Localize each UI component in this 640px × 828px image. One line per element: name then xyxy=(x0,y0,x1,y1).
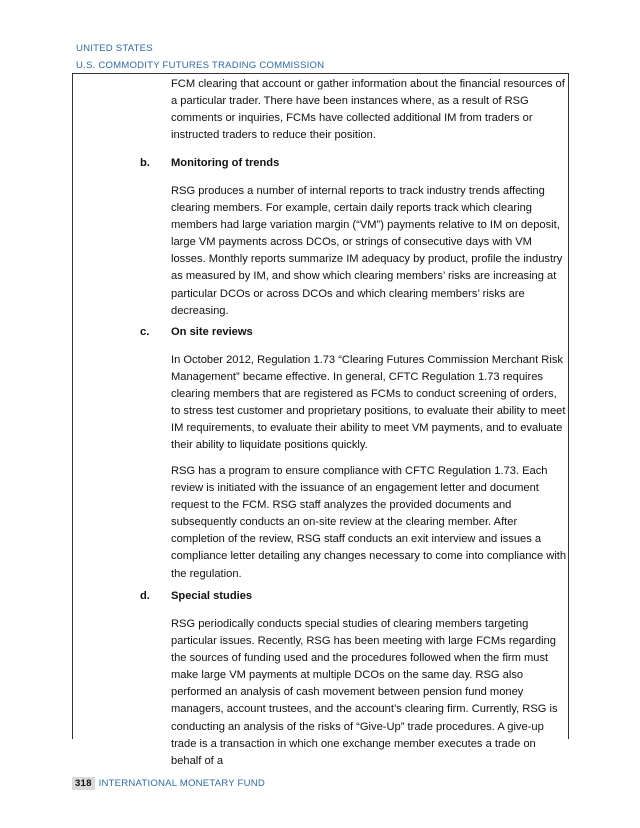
paragraph-special-studies: RSG periodically conducts special studies of clearing members targeting particular issues. Recently, RSG has been meeting with large FCMs regarding the sources of funding used and the procedures followed when the firm must make large VM payments at multiple DCOs on the same day. RSG also performed an analysis of cash movement between pension fund money managers, account trustees, and the account’s clearing firm. Currently, RSG is conducting an analysis of the risks of “Give-Up” trade procedures. A give-up trade is a transaction in which one exchange member executes a trade on behalf of a xyxy=(171,618,558,767)
section-title: On site reviews xyxy=(171,326,253,338)
running-header xyxy=(76,40,324,74)
page-footer xyxy=(72,777,265,790)
section-title: Special studies xyxy=(171,590,253,602)
section-heading-d xyxy=(140,588,252,605)
page-number: 318 xyxy=(72,777,95,790)
section-label: c. xyxy=(140,326,150,338)
paragraph-continued: FCM clearing that account or gather information about the financial resources of a particular trader. There have been instances where, as a result of RSG comments or inquiries, FCMs have collected additional IM from traders or instructed traders to reduce their position. xyxy=(171,78,565,142)
footer-publisher: INTERNATIONAL MONETARY FUND xyxy=(98,778,265,789)
section-heading-b xyxy=(140,155,279,172)
paragraph-compliance-program: RSG has a program to ensure compliance with CFTC Regulation 1.73. Each review is initiated with the issuance of an engagement letter and document request to the FCM. RSG staff analyzes the provided documents and subsequently conducts an on-site review at the clearing member. After completion of the review, RSG staff conducts an exit interview and issues a compliance letter detailing any changes necessary to come into compliance with the regulation. xyxy=(171,465,567,580)
header-agency: U.S. COMMODITY FUTURES TRADING COMMISSION xyxy=(76,60,325,71)
paragraph-monitoring: RSG produces a number of internal reports to track industry trends affecting clearing members. For example, certain daily reports track which clearing members had large variation margin (“VM”) payments relative to IM on deposit, large VM payments across DCOs, or strings of consecutive days with VM losses. Monthly reports summarize IM adequacy by product, profile the industry as measured by IM, and show which clearing members’ risks are increasing at particular DCOs or across DCOs and which clearing members’ risks are decreasing. xyxy=(171,185,563,317)
section-label: b. xyxy=(140,157,150,169)
header-country: UNITED STATES xyxy=(76,43,153,54)
paragraph-regulation: In October 2012, Regulation 1.73 “Clearing Futures Commission Merchant Risk Management” became effective. In general, CFTC Regulation 1.73 requires clearing members that are registered as FCMs to conduct screening of orders, to stress test customer and proprietary positions, to evaluate their ability to meet IM requirements, to evaluate their ability to meet VM payments, and to evaluate their ability to liquidate positions quickly. xyxy=(171,354,566,452)
section-heading-c xyxy=(140,324,253,341)
section-label: d. xyxy=(140,590,150,602)
section-title: Monitoring of trends xyxy=(171,157,280,169)
